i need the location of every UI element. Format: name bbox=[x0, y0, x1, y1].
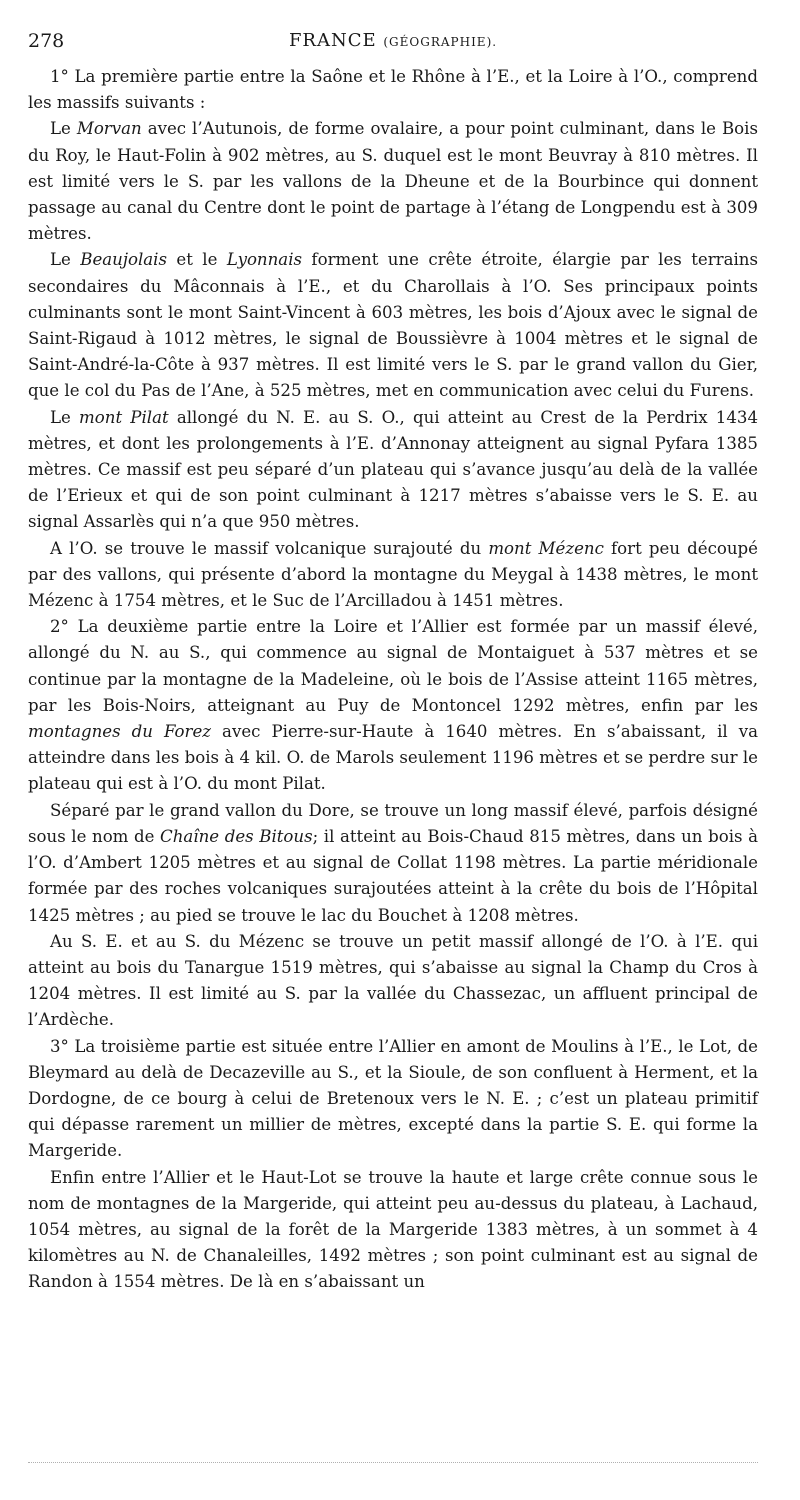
text-run: Le bbox=[50, 407, 80, 427]
italic-run: Morvan bbox=[76, 119, 142, 139]
paragraph bbox=[28, 247, 758, 404]
text-run: 2° La deuxième partie entre la Loire et l’Allier est formée par un massif élevé, allongé du N. au S., qui commence au signal de Montaiguet à 537 mètres et se continue par la montagne de la Madeleine, où le bois de l’Assise atteint 1165 mètres, par les Bois-Noirs, atteignant au Puy de Montoncel 1292 mètres, enfin par les bbox=[28, 617, 758, 715]
text-run: fort peu découpé par des vallons, qui présente d’abord la montagne du Meygal à 1438 mètres, le mont Mézenc à 1754 mètres, et le Suc de l’Arcilladou à 1451 mètres. bbox=[28, 538, 758, 611]
running-title: FRANCE bbox=[288, 30, 377, 51]
paragraph bbox=[28, 405, 758, 536]
text-run: Enfin entre l’Allier et le Haut-Lot se trouve la haute et large crête connue sous le nom de montagnes de la Margeride, qui atteint peu au-dessus du plateau, à Lachaud, 1054 mètres, au signal de la forêt de la Margeride 1383 mètres, à un sommet à 4 kilomètres au N. de Chanaleilles, 1492 mètres ; son point culminant est au signal de Randon à 1554 mètres. De là en s’abaissant un bbox=[28, 1167, 758, 1292]
text-run: 3° La troisième partie est située entre l’Allier en amont de Moulins à l’E., le Lot, de Bleymard au delà de Decazeville au S., et la Sioule, de son confluent à Herment, et la Dordogne, de ce bourg à celui de Bretenoux vers le N. E. ; c’est un plateau primitif qui dépasse rarement un millier de mètres, excepté dans la partie S. E. qui forme la Margeride. bbox=[28, 1036, 758, 1161]
italic-run: Lyonnais bbox=[226, 250, 303, 270]
text-run: ; il atteint au Bois-Chaud 815 mètres, dans un bois à l’O. d’Ambert 1205 mètres et au signal de Collat 1198 mètres. La partie méridionale formée par des roches volcaniques surajoutées atteint à la crête du bois de l’Hôpital 1425 mètres ; au pied se trouve le lac du Bouchet à 1208 mètres. bbox=[28, 826, 758, 925]
text-run: A l’O. se trouve le massif volcanique surajouté du bbox=[50, 538, 489, 558]
paragraph bbox=[28, 64, 758, 116]
italic-run: mont Pilat bbox=[79, 407, 169, 427]
text-run: forment une crête étroite, élargie par les terrains secondaires du Mâconnais à l’E., et du Charollais à l’O. Ses principaux points culminants sont le mont Saint-Vincent à 603 mètres, les bois d’Ajoux avec le signal de Saint-Rigaud à 1012 mètres, le signal de Boussièvre à 1004 mètres et le signal de Saint-André-la-Côte à 937 mètres. Il est limité vers le S. par le grand vallon du Gier, que le col du Pas de l’Ane, à 525 mètres, met en communication avec celui du Furens. bbox=[28, 250, 758, 401]
page-number: 278 bbox=[28, 30, 65, 52]
paragraph bbox=[28, 1165, 758, 1296]
text-run: 1° La première partie entre la Saône et le Rhône à l’E., et la Loire à l’O., comprend les massifs suivants : bbox=[28, 67, 758, 113]
running-subtitle: (GÉOGRAPHIE). bbox=[383, 35, 498, 49]
text-run: Le bbox=[50, 250, 81, 270]
italic-run: Beaujolais bbox=[80, 250, 168, 270]
paragraph bbox=[28, 1034, 758, 1165]
italic-run: mont Mézenc bbox=[488, 538, 604, 558]
paragraph bbox=[28, 929, 758, 1034]
body-text bbox=[28, 64, 758, 1296]
paragraph bbox=[28, 798, 758, 929]
italic-run: Chaîne des Bitous bbox=[160, 826, 313, 846]
text-run: allongé du N. E. au S. O., qui atteint au Crest de la Perdrix 1434 mètres, et dont les prolongements à l’E. d’Annonay atteignent au signal Pyfara 1385 mètres. Ce massif est peu séparé d’un plateau qui s’avance jusqu’au delà de la vallée de l’Erieux et qui de son point culminant à 1217 mètres s’abaisse vers le S. E. au signal Assarlès qui n’a que 950 mètres. bbox=[28, 407, 759, 532]
text-run: Au S. E. et au S. du Mézenc se trouve un petit massif allongé de l’O. à l’E. qui atteint au bois du Tanargue 1519 mètres, qui s’abaisse au signal la Champ du Cros à 1204 mètres. Il est limité au S. par la vallée du Chassezac, un affluent principal de l’Ardèche. bbox=[28, 931, 758, 1030]
page-header bbox=[28, 30, 758, 56]
paragraph bbox=[28, 116, 758, 247]
text-run: Séparé par le grand vallon du Dore, se trouve un long massif élevé, parfois désigné sous le nom de bbox=[28, 800, 758, 846]
paragraph bbox=[28, 536, 758, 615]
footer-rule bbox=[28, 1462, 758, 1464]
page bbox=[28, 0, 758, 1500]
paragraph bbox=[28, 614, 758, 797]
text-run: et le bbox=[167, 250, 227, 270]
text-run: avec l’Autunois, de forme ovalaire, a pour point culminant, dans le Bois du Roy, le Haut-Folin à 902 mètres, au S. duquel est le mont Beuvray à 810 mètres. Il est limité vers le S. par les vallons de la Dheune et de la Bourbince qui donnent passage au canal du Centre dont le point de partage à l’étang de Longpendu est à 309 mètres. bbox=[28, 119, 758, 244]
running-head bbox=[28, 30, 758, 51]
italic-run: montagnes du Forez bbox=[28, 722, 212, 742]
text-run: Le bbox=[50, 119, 77, 139]
text-run: avec Pierre-sur-Haute à 1640 mètres. En s’abaissant, il va atteindre dans les bois à 4 kil. O. de Marols seulement 1196 mètres et se perdre sur le plateau qui est à l’O. du mont Pilat. bbox=[28, 722, 758, 794]
